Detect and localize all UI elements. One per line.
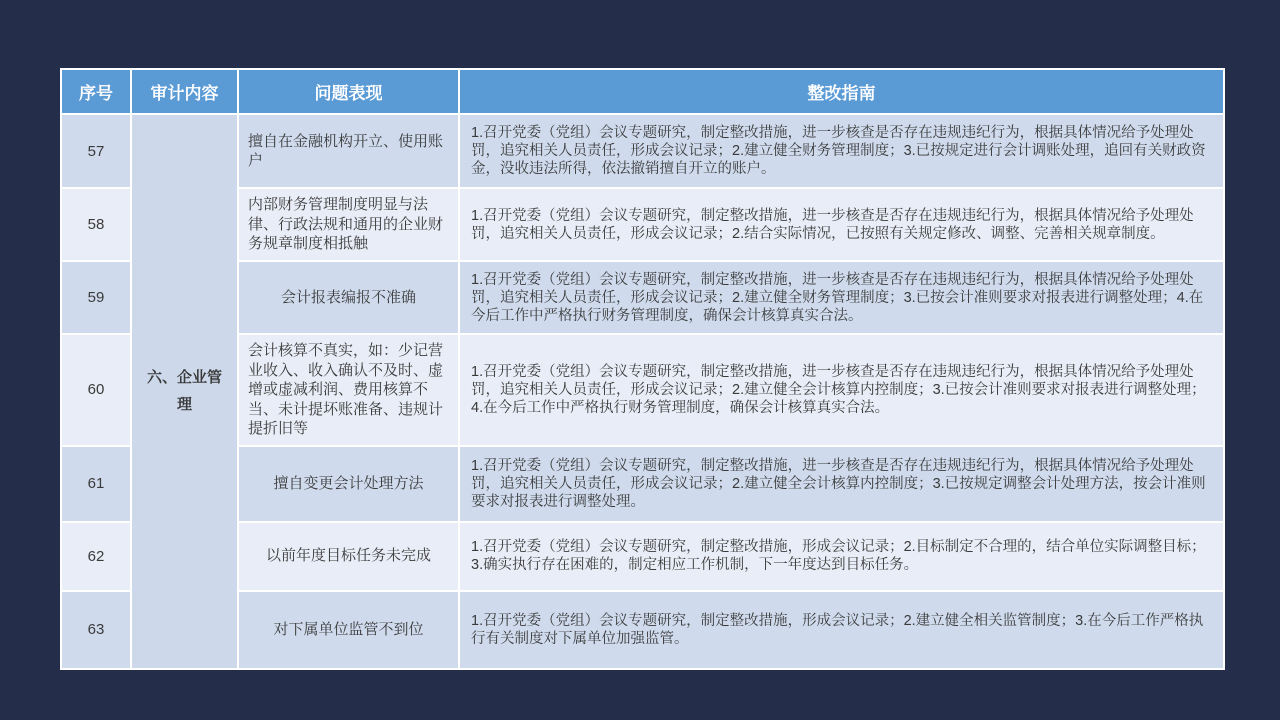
serial-number-cell: 59 xyxy=(61,261,131,334)
audit-category-cell: 六、企业管理 xyxy=(131,114,238,669)
serial-number-cell: 63 xyxy=(61,591,131,669)
header-audit-content: 审计内容 xyxy=(131,69,238,114)
problem-cell: 擅自在金融机构开立、使用账户 xyxy=(238,114,459,188)
guide-cell: 1.召开党委（党组）会议专题研究，制定整改措施，进一步核查是否存在违规违纪行为，根据具体情况给予处理处罚，追究相关人员责任，形成会议记录；2.建立健全会计核算内控制度；3.已按会计准则要求对报表进行调整处理；4.在今后工作中严格执行财务管理制度，确保会计核算真实合法。 xyxy=(459,334,1224,446)
serial-number-cell: 62 xyxy=(61,522,131,591)
table-row xyxy=(61,114,1224,188)
table-body xyxy=(61,114,1224,669)
header-serial-number: 序号 xyxy=(61,69,131,114)
problem-cell: 擅自变更会计处理方法 xyxy=(238,446,459,522)
problem-cell: 对下属单位监管不到位 xyxy=(238,591,459,669)
problem-cell: 会计报表编报不准确 xyxy=(238,261,459,334)
guide-cell: 1.召开党委（党组）会议专题研究，制定整改措施，进一步核查是否存在违规违纪行为，根据具体情况给予处理处罚，追究相关人员责任，形成会议记录；2.结合实际情况，已按照有关规定修改、调整、完善相关规章制度。 xyxy=(459,188,1224,261)
serial-number-cell: 58 xyxy=(61,188,131,261)
audit-rectification-table xyxy=(60,68,1225,670)
guide-cell: 1.召开党委（党组）会议专题研究，制定整改措施，进一步核查是否存在违规违纪行为，根据具体情况给予处理处罚，追究相关人员责任，形成会议记录；2.建立健全会计核算内控制度；3.已按规定调整会计处理方法，按会计准则要求对报表进行调整处理。 xyxy=(459,446,1224,522)
guide-cell: 1.召开党委（党组）会议专题研究，制定整改措施，形成会议记录；2.建立健全相关监管制度；3.在今后工作严格执行有关制度对下属单位加强监管。 xyxy=(459,591,1224,669)
serial-number-cell: 61 xyxy=(61,446,131,522)
problem-cell: 内部财务管理制度明显与法律、行政法规和通用的企业财务规章制度相抵触 xyxy=(238,188,459,261)
problem-cell: 以前年度目标任务未完成 xyxy=(238,522,459,591)
header-guide: 整改指南 xyxy=(459,69,1224,114)
guide-cell: 1.召开党委（党组）会议专题研究，制定整改措施，进一步核查是否存在违规违纪行为，根据具体情况给予处理处罚，追究相关人员责任，形成会议记录；2.建立健全财务管理制度；3.已按规定进行会计调账处理，追回有关财政资金，没收违法所得，依法撤销擅自开立的账户。 xyxy=(459,114,1224,188)
guide-cell: 1.召开党委（党组）会议专题研究，制定整改措施，形成会议记录；2.目标制定不合理的，结合单位实际调整目标；3.确实执行存在困难的，制定相应工作机制，下一年度达到目标任务。 xyxy=(459,522,1224,591)
header-problem: 问题表现 xyxy=(238,69,459,114)
header-row xyxy=(61,69,1224,114)
guide-cell: 1.召开党委（党组）会议专题研究，制定整改措施，进一步核查是否存在违规违纪行为，根据具体情况给予处理处罚，追究相关人员责任，形成会议记录；2.建立健全财务管理制度；3.已按会计准则要求对报表进行调整处理；4.在今后工作中严格执行财务管理制度，确保会计核算真实合法。 xyxy=(459,261,1224,334)
problem-cell: 会计核算不真实，如：少记营业收入、收入确认不及时、虚增或虚减利润、费用核算不当、未计提坏账准备、违规计提折旧等 xyxy=(238,334,459,446)
serial-number-cell: 60 xyxy=(61,334,131,446)
table-header xyxy=(61,69,1224,114)
serial-number-cell: 57 xyxy=(61,114,131,188)
